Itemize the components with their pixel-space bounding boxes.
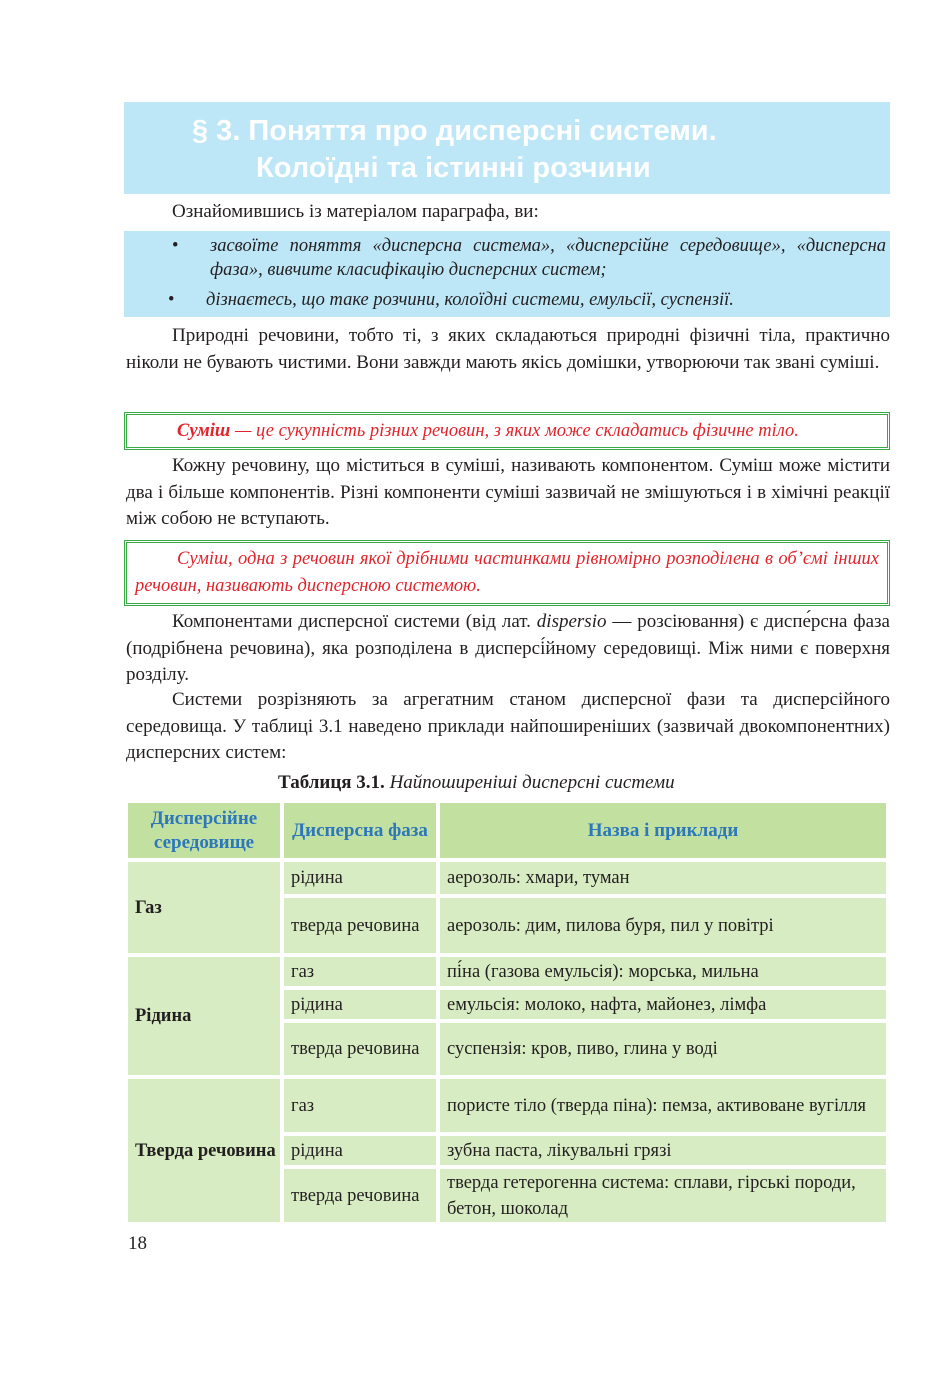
example-cell: емульсія: молоко, нафта, майонез, лімфа: [440, 990, 886, 1019]
table-caption-label: Таблиця 3.1.: [278, 772, 385, 793]
goal-text: засвоїте поняття «дисперсна система», «дисперсійне середовище», «дисперсна фаза», вивчите класифікацію дисперсних систем;: [210, 236, 886, 280]
env-cell: Тверда речовина: [128, 1079, 280, 1222]
phase-cell: рідина: [284, 990, 436, 1019]
paragraph: Кожну речовину, що міститься в суміші, називають компонентом. Суміш може містити два і більше компонентів. Різні компоненти суміші зазвичай не змішуються і в хімічні реакції між собою не вступають.: [126, 455, 890, 529]
definition-text: Суміш — це сукупність різних речовин, з яких може складатись фізичне тіло.: [177, 421, 799, 441]
example-cell: зубна паста, лікувальні грязі: [440, 1136, 886, 1165]
table-caption-text: Найпоширеніші дисперсні системи: [384, 772, 675, 793]
section-title-band: [124, 102, 890, 194]
goal-text: дізнаєтесь, що таке розчини, колоїдні системи, емульсії, суспензії.: [206, 290, 734, 310]
phase-cell: газ: [284, 957, 436, 986]
section-title-line2: Колоїдні та істинні розчини: [256, 152, 651, 184]
bullet-icon: •: [168, 290, 175, 310]
goal-item: [172, 234, 886, 282]
env-cell: Рідина: [128, 957, 280, 1075]
bullet-icon: •: [172, 236, 179, 256]
table-header-cell: Назва і приклади: [440, 803, 886, 858]
example-cell: суспензія: кров, пиво, глина у воді: [440, 1023, 886, 1075]
example-cell: пі́на (газова емульсія): морська, мильна: [440, 957, 886, 986]
definition-term: Суміш: [177, 421, 231, 441]
goal-item: [168, 288, 734, 312]
phase-cell: рідина: [284, 1136, 436, 1165]
definition-box: [124, 412, 890, 450]
definition-box: [124, 540, 890, 606]
phase-cell: тверда речовина: [284, 1023, 436, 1075]
table-caption: [278, 770, 675, 796]
section-title-line1: § 3. Поняття про дисперсні системи.: [192, 115, 717, 147]
phase-cell: тверда речовина: [284, 898, 436, 953]
phase-cell: газ: [284, 1079, 436, 1132]
definition-text: Суміш, одна з речовин якої дрібними частинками рівномірно розподілена в об’ємі інших речовин, називають дисперсною системою.: [135, 549, 879, 596]
table-header-cell: Дисперсійне середовище: [128, 803, 280, 858]
example-cell: аерозоль: дим, пилова буря, пил у повітрі: [440, 898, 886, 953]
paragraph: Природні речовини, тобто ті, з яких складаються природні фізичні тіла, практично ніколи не бувають чистими. Вони завжди мають якісь домішки, утворюючи так звані суміші.: [126, 325, 890, 373]
paragraph: Системи розрізняють за агрегатним станом дисперсної фази та дисперсійного середовища. У таблиці 3.1 наведено приклади найпоширеніших (зазвичай двокомпонентних) дисперсних систем:: [126, 689, 890, 763]
intro-text: Ознайомившись із матеріалом параграфа, ви:: [172, 201, 539, 222]
phase-cell: рідина: [284, 862, 436, 894]
paragraph: Компонентами дисперсної системи (від лат. dispersio — розсіювання) є диспе́рсна фаза (подрібнена речовина), яка розподілена в дисперсі́йному середовищі. Між ними є поверхня розділу.: [126, 611, 890, 685]
learning-goals-box: [124, 231, 890, 317]
env-cell: Газ: [128, 862, 280, 953]
example-cell: тверда гетерогенна система: сплави, гірські породи, бетон, шоколад: [440, 1169, 886, 1222]
table-header-cell: Дисперсна фаза: [284, 803, 436, 858]
example-cell: аерозоль: хмари, туман: [440, 862, 886, 894]
page-number: 18: [128, 1233, 147, 1254]
dispersion-table: [128, 803, 886, 1223]
phase-cell: тверда речовина: [284, 1169, 436, 1222]
example-cell: пористе тіло (тверда піна): пемза, активоване вугілля: [440, 1079, 886, 1132]
latin-term: dispersio: [536, 611, 607, 632]
